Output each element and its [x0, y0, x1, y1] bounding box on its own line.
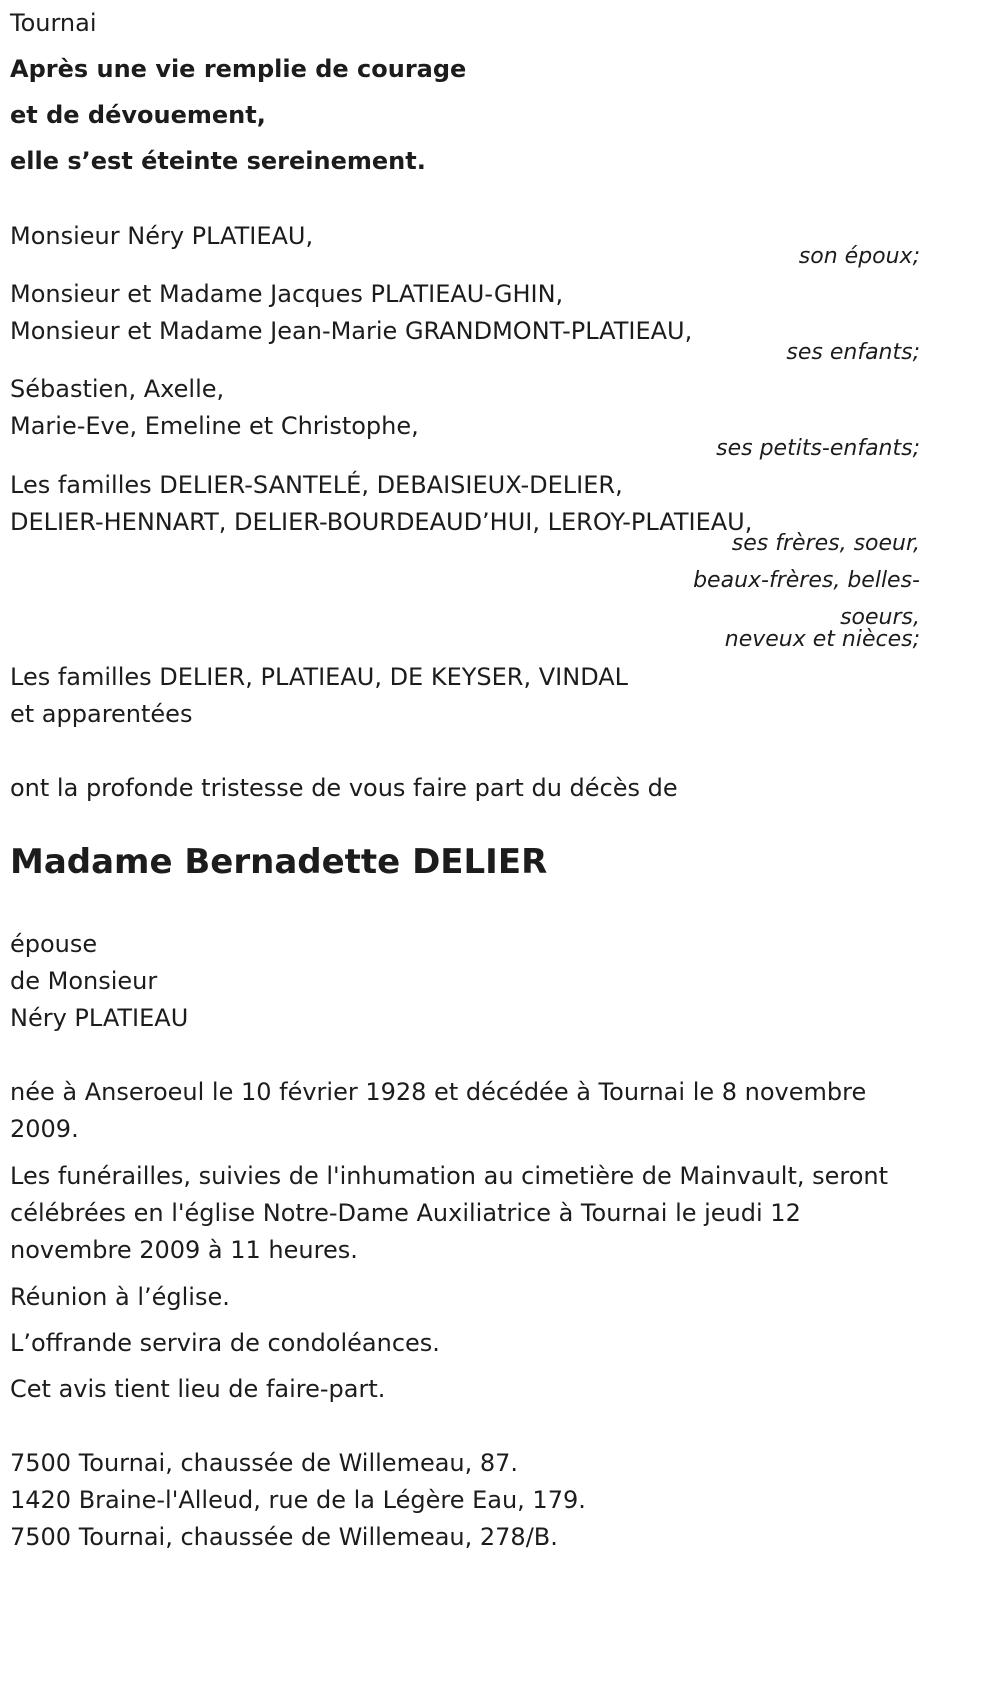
birth-death-line-1: née à Anseroeul le 10 février 1928 et décédée à Tournai le 8 novembre — [10, 1078, 867, 1106]
spouse-of-line-1: épouse — [10, 930, 98, 958]
siblings-line-1: Les familles DELIER-SANTELÉ, DEBAISIEUX-DELIER, — [10, 471, 623, 499]
intro-line-2: et de dévouement, — [10, 101, 266, 129]
deceased-name: Madame Bernadette DELIER — [10, 842, 548, 882]
children-line-2: Monsieur et Madame Jean-Marie GRANDMONT-PLATIEAU, — [10, 317, 693, 345]
funeral-line-2: célébrées en l'église Notre-Dame Auxiliatrice à Tournai le jeudi 12 — [10, 1199, 801, 1227]
funeral-line-3: novembre 2009 à 11 heures. — [10, 1236, 358, 1264]
siblings-line-2: DELIER-HENNART, DELIER-BOURDEAUD’HUI, LEROY-PLATIEAU, — [10, 508, 753, 536]
siblings-relation-1: ses frères, soeur, — [731, 531, 920, 556]
spouse-of-line-2: de Monsieur — [10, 967, 158, 995]
grandchildren-line-2: Marie-Eve, Emeline et Christophe, — [10, 412, 419, 440]
meeting-text: Réunion à l’église. — [10, 1283, 230, 1311]
siblings-relation-2: beaux-frères, belles- — [693, 568, 920, 593]
children-line-1: Monsieur et Madame Jacques PLATIEAU-GHIN, — [10, 280, 564, 308]
intro-line-3: elle s’est éteinte sereinement. — [10, 147, 426, 175]
offering-text: L’offrande servira de condoléances. — [10, 1329, 440, 1357]
children-relation: ses enfants; — [786, 340, 920, 365]
intro-line-1: Après une vie remplie de courage — [10, 55, 467, 83]
address-line: 7500 Tournai, chaussée de Willemeau, 278/B. — [10, 1523, 558, 1551]
spouse-name: Monsieur Néry PLATIEAU, — [10, 222, 314, 250]
siblings-relation-4: neveux et nièces; — [724, 627, 920, 652]
related-line-1: Les familles DELIER, PLATIEAU, DE KEYSER, VINDAL — [10, 663, 629, 691]
birth-death-line-2: 2009. — [10, 1115, 79, 1143]
spouse-of-line-3: Néry PLATIEAU — [10, 1004, 189, 1032]
location: Tournai — [10, 9, 97, 37]
grandchildren-line-1: Sébastien, Axelle, — [10, 375, 225, 403]
announcement: ont la profonde tristesse de vous faire part du décès de — [10, 774, 678, 802]
siblings-relation-3: soeurs, — [840, 605, 920, 630]
notice-text: Cet avis tient lieu de faire-part. — [10, 1375, 386, 1403]
address-line: 1420 Braine-l'Alleud, rue de la Légère Eau, 179. — [10, 1486, 586, 1514]
related-line-2: et apparentées — [10, 700, 193, 728]
funeral-line-1: Les funérailles, suivies de l'inhumation au cimetière de Mainvault, seront — [10, 1162, 889, 1190]
address-line: 7500 Tournai, chaussée de Willemeau, 87. — [10, 1449, 519, 1477]
spouse-relation: son époux; — [798, 244, 920, 269]
grandchildren-relation: ses petits-enfants; — [716, 436, 920, 461]
